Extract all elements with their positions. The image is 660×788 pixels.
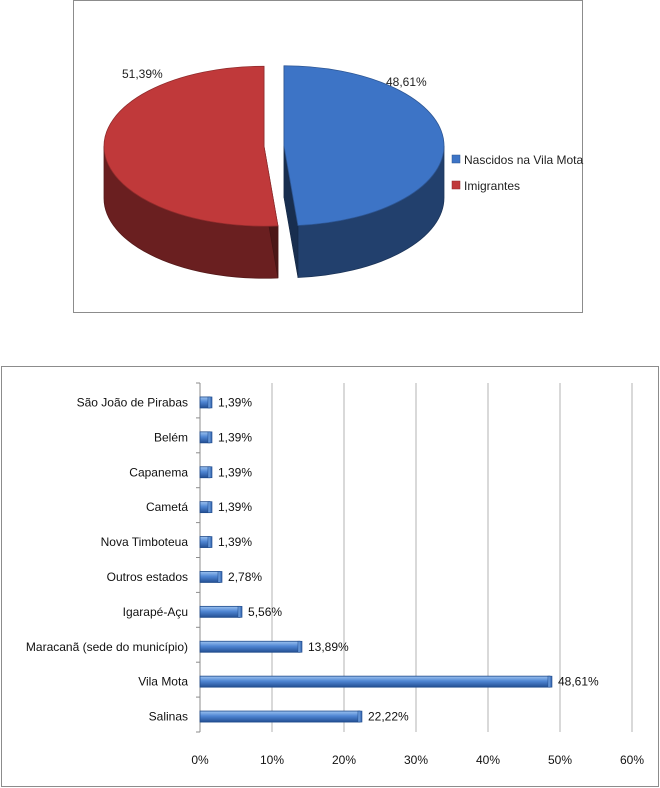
pie-label-immigrants: 51,39% xyxy=(122,67,163,81)
data-label: 1,39% xyxy=(218,535,253,550)
bar xyxy=(200,711,362,722)
data-label: 13,89% xyxy=(308,639,349,654)
category-label: Belém xyxy=(153,430,188,445)
bar xyxy=(200,432,212,443)
category-label: Capanema xyxy=(129,465,188,480)
bar-chart xyxy=(2,367,660,788)
legend-swatch-born xyxy=(452,155,460,163)
bar xyxy=(200,676,552,687)
data-label: 2,78% xyxy=(228,569,263,584)
x-tick-label: 50% xyxy=(547,753,573,767)
x-tick-label: 60% xyxy=(619,753,645,767)
legend-entry-born: Nascidos na Vila Mota xyxy=(464,153,584,167)
bar xyxy=(200,641,302,652)
category-label: São João de Pirabas xyxy=(76,395,188,410)
pie-slice-immigrants xyxy=(104,66,278,278)
bar xyxy=(200,606,242,617)
data-label: 1,39% xyxy=(218,430,253,445)
category-label: Cametá xyxy=(145,500,188,515)
x-tick-label: 0% xyxy=(191,753,209,767)
legend-swatch-immigrants xyxy=(452,181,460,189)
category-label: Salinas xyxy=(148,709,188,724)
x-tick-label: 40% xyxy=(475,753,501,767)
bar xyxy=(200,502,212,513)
data-label: 1,39% xyxy=(218,465,253,480)
category-label: Nova Timboteua xyxy=(100,535,188,550)
category-label: Igarapé-Açu xyxy=(122,604,188,619)
bar-chart-panel xyxy=(1,366,659,787)
pie-chart xyxy=(74,1,584,314)
category-label: Vila Mota xyxy=(138,674,188,689)
data-label: 5,56% xyxy=(248,604,283,619)
pie-slice-born xyxy=(284,66,444,278)
data-label: 1,39% xyxy=(218,500,253,515)
bar xyxy=(200,467,212,478)
category-label: Maracanã (sede do município) xyxy=(25,639,188,654)
x-tick-label: 10% xyxy=(259,753,285,767)
data-label: 1,39% xyxy=(218,395,253,410)
legend-entry-immigrants: Imigrantes xyxy=(464,179,521,193)
data-label: 22,22% xyxy=(367,709,409,724)
x-tick-label: 20% xyxy=(331,753,357,767)
pie-chart-panel xyxy=(73,0,583,313)
data-label: 48,61% xyxy=(557,674,599,689)
bar xyxy=(200,397,212,408)
category-label: Outros estados xyxy=(106,569,188,584)
x-tick-label: 30% xyxy=(403,753,429,767)
bar xyxy=(200,571,222,582)
pie-label-born: 48,61% xyxy=(386,75,427,89)
bar xyxy=(200,537,212,548)
